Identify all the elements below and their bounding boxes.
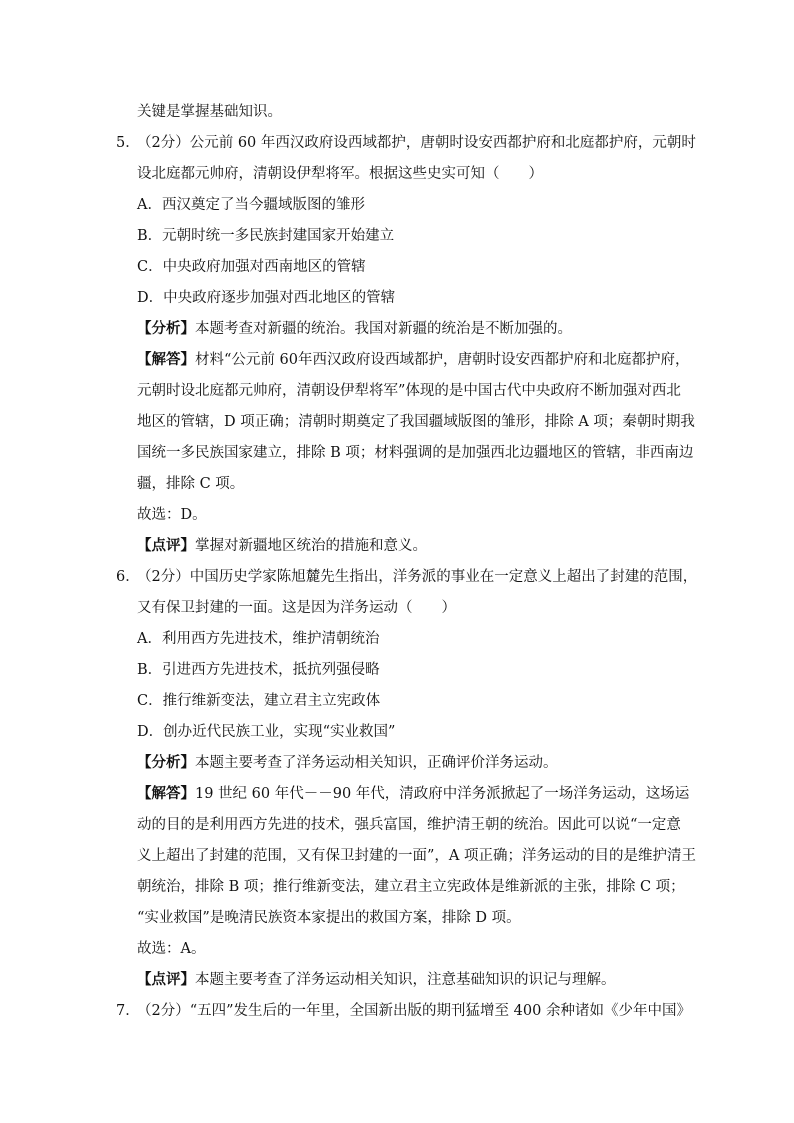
question-5-answer-line-3: 地区的管辖，D 项正确；清朝时期奠定了我国疆域版图的雏形，排除 A 项；秦朝时期我 — [137, 414, 695, 430]
question-6-answer-line-3: 义上超出了封建的范围，又有保卫封建的一面”，A 项正确；洋务运动的目的是维护清王 — [137, 848, 696, 864]
question-6-option-a: A．利用西方先进技术，维护清朝统治 — [137, 631, 380, 647]
question-5-comment — [137, 536, 427, 556]
question-5-option-c: C．中央政府加强对西南地区的管辖 — [137, 259, 366, 275]
question-6-comment — [137, 970, 616, 990]
comment-tag: 【点评】 — [137, 971, 195, 988]
comment-tag: 【点评】 — [137, 537, 195, 554]
question-6-option-d: D．创办近代民族工业，实现“实业救国” — [137, 724, 396, 740]
question-6-option-c: C．推行维新变法，建立君主立宪政体 — [137, 693, 381, 709]
question-6-answer-line-2: 动的目的是利用西方先进的技术，强兵富国，维护清王朝的统治。因此可以说“一定意 — [137, 817, 681, 833]
question-6-answer-line-4: 朝统治，排除 B 项；推行维新变法，建立君主立宪政体是维新派的主张，排除 C 项； — [137, 879, 685, 895]
question-7-stem-line-1: （2分）“五四”发生后的一年里，全国新出版的期刊猛增至 400 余种诸如《少年中国》 — [137, 1003, 691, 1019]
analysis-tag: 【分析】 — [137, 754, 195, 771]
question-5-answer-line-1 — [137, 350, 689, 370]
question-5-option-b: B．元朝时统一多民族封建国家开始建立 — [137, 228, 395, 244]
question-6-answer-line-5: “实业救国”是晚清民族资本家提出的救国方案，排除 D 项。 — [137, 910, 521, 926]
previous-answer-tail: 关键是掌握基础知识。 — [137, 104, 282, 120]
question-5-option-d: D．中央政府逐步加强对西北地区的管辖 — [137, 290, 396, 306]
analysis-text: 本题主要考查了洋务运动相关知识，正确评价洋务运动。 — [195, 755, 558, 771]
question-6-option-b: B．引进西方先进技术，抵抗列强侵略 — [137, 662, 380, 678]
comment-text: 本题主要考查了洋务运动相关知识，注意基础知识的识记与理解。 — [195, 972, 616, 988]
question-5-answer-line-5: 疆，排除 C 项。 — [137, 476, 245, 492]
question-6-stem-line-2: 又有保卫封建的一面。这是因为洋务运动（ ） — [137, 600, 456, 616]
answer-tag: 【解答】 — [137, 785, 195, 802]
question-5-answer-line-4: 国统一多民族国家建立，排除 B 项；材料强调的是加强西北边疆地区的管辖，非西南边 — [137, 445, 694, 461]
answer-tag: 【解答】 — [137, 351, 195, 368]
answer-text: 19 世纪 60 年代－－90 年代，清政府中洋务派掀起了一场洋务运动，这场运 — [195, 786, 690, 802]
answer-text: 材料“公元前 60年西汉政府设西域都护，唐朝时设安西都护府和北庭都护府， — [195, 352, 690, 368]
question-6-number: 6． — [116, 569, 140, 585]
question-5-answer-line-2: 元朝时设北庭都元帅府，清朝设伊犁将军”体现的是中国古代中央政府不断加强对西北 — [137, 383, 681, 399]
comment-text: 掌握对新疆地区统治的措施和意义。 — [195, 538, 427, 554]
question-7-number: 7． — [116, 1003, 140, 1019]
question-5-number: 5． — [116, 135, 140, 151]
question-6-analysis — [137, 753, 558, 773]
question-6-choice: 故选：A。 — [137, 941, 206, 957]
question-6-answer-line-1 — [137, 784, 689, 804]
question-5-analysis — [137, 319, 572, 339]
analysis-text: 本题考查对新疆的统治。我国对新疆的统治是不断加强的。 — [195, 321, 572, 337]
question-5-stem-line-2: 设北庭都元帅府，清朝设伊犁将军。根据这些史实可知（ ） — [137, 166, 543, 182]
question-5-choice: 故选：D。 — [137, 507, 207, 523]
analysis-tag: 【分析】 — [137, 320, 195, 337]
question-5-stem-line-1: （2分）公元前 60 年西汉政府设西域都护，唐朝时设安西都护府和北庭都护府，元朝时 — [137, 135, 696, 151]
question-5-option-a: A．西汉奠定了当今疆域版图的雏形 — [137, 197, 365, 213]
question-6-stem-line-1: （2分）中国历史学家陈旭麓先生指出，洋务派的事业在一定意义上超出了封建的范围， — [137, 569, 698, 585]
